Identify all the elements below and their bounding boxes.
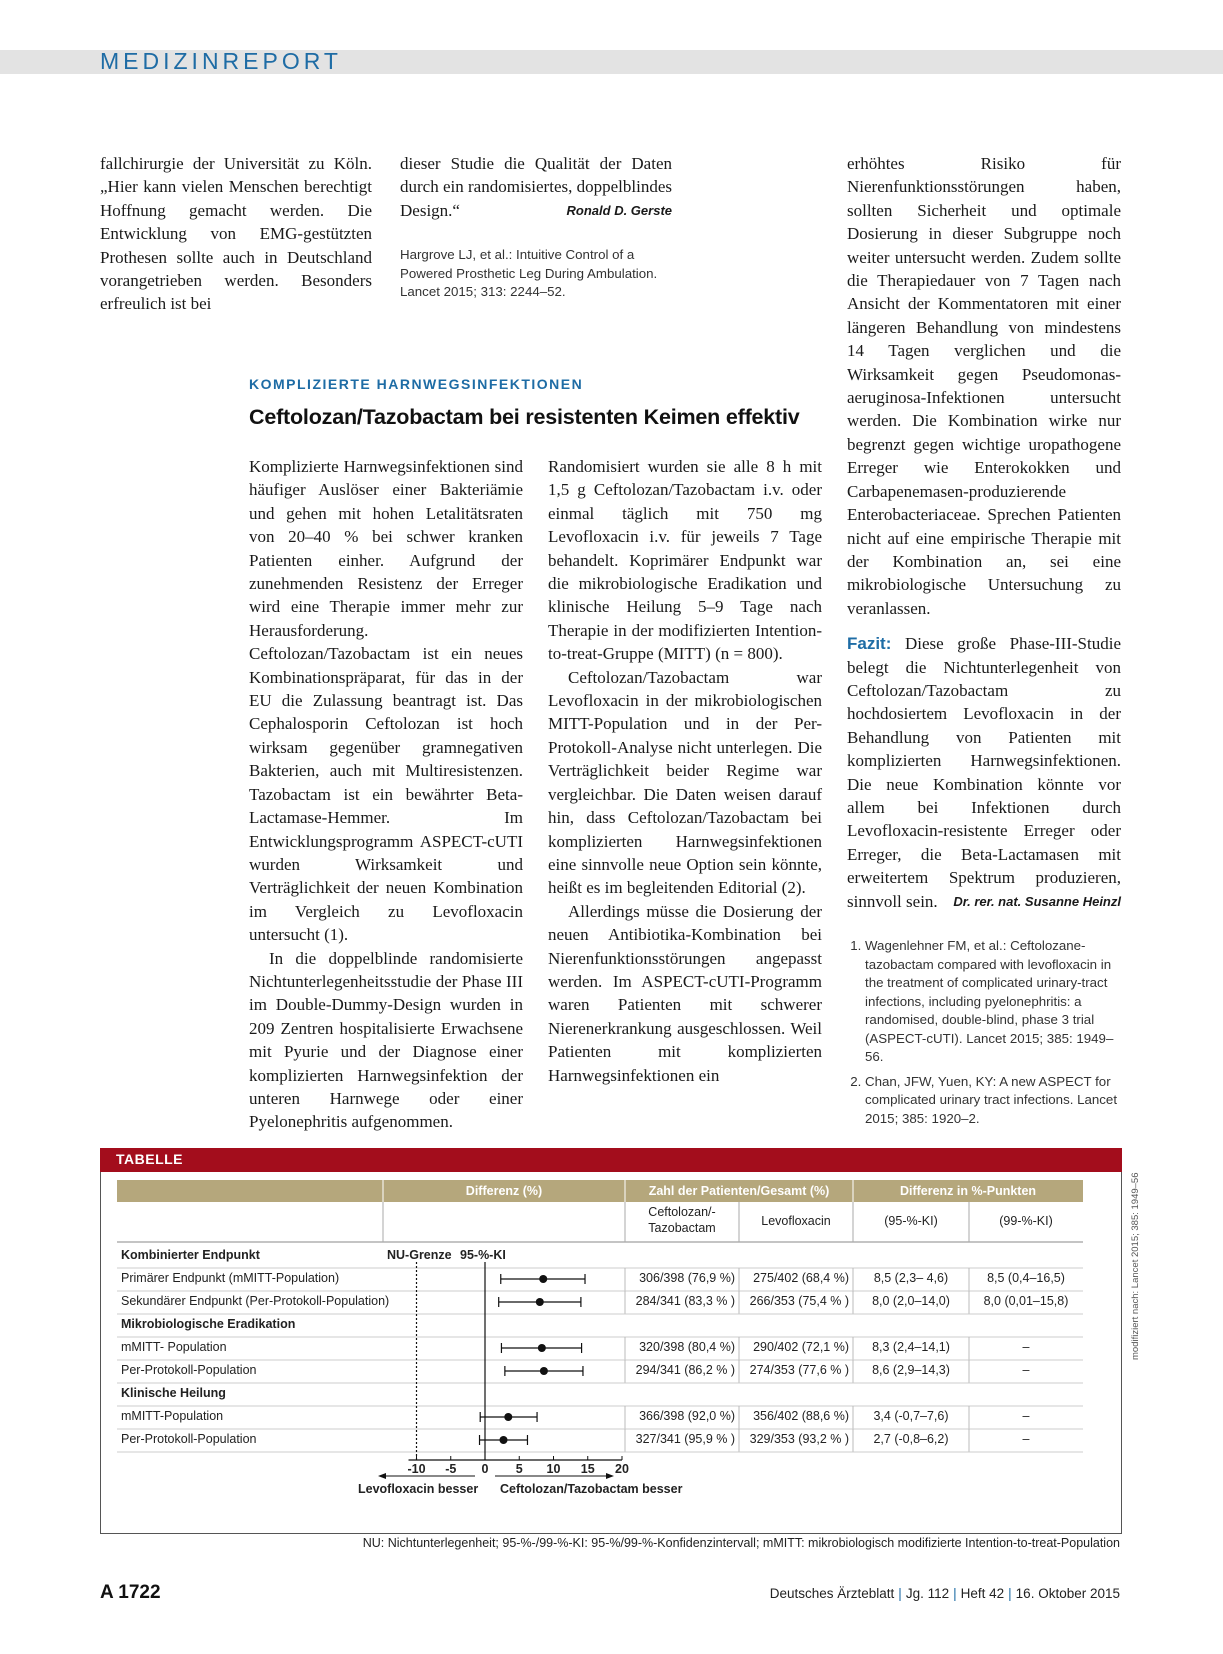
nu-label: NU-Grenze	[387, 1248, 452, 1262]
cell-ki99: –	[1022, 1409, 1030, 1423]
x-tick-label: -5	[445, 1462, 457, 1476]
header-prozentpunkte: Differenz in %-Punkten	[899, 1184, 1037, 1198]
article-paragraph: Randomisiert wurden sie alle 8 h mit 1,5 g Ceftolozan/Tazobactam i.v. oder einmal täglich mit 750 mg Levofloxacin i.v. für jeweils 7 Tage behandelt. Koprimärer Endpunkt war die mikrobiologische Eradikation und klinische Heilung 5–9 Tage nach Therapie in der modifizierten Intention-to-treat-Gruppe (MITT) (n = 800).	[548, 457, 822, 664]
header-differenz: Differenz (%)	[465, 1184, 543, 1198]
point-estimate	[504, 1413, 512, 1421]
cell-ki95: 8,6 (2,9–14,3)	[872, 1363, 950, 1377]
cell-levofloxacin: 275/402 (68,4 %)	[753, 1271, 849, 1285]
cell-ki99: 8,0 (0,01–15,8)	[983, 1294, 1069, 1308]
source-note: modifiziert nach: Lancet 2015; 385: 1949–56	[1130, 1172, 1141, 1360]
article-paragraph: Allerdings müsse die Dosierung der neuen Antibiotika-Kombination bei Nierenfunktionsstörungen angepasst werden. Im ASPECT-cUTI-Programm waren Patienten mit schwerer Nierenerkrankung ausgeschlossen. Weil Patienten mit komplizierten Harnwegsinfektionen ein	[548, 901, 822, 1085]
row-label: Sekundärer Endpunkt (Per-Protokoll-Population)	[121, 1294, 390, 1308]
cell-levofloxacin: 274/353 (77,6 % )	[749, 1363, 849, 1377]
article-paragraph: Ceftolozan/Tazobactam war Levofloxacin in der mikrobiologischen MITT-Population und in der Per-Protokoll-Analyse nicht unterlegen. Die Verträglichkeit beider Regime war vergleichbar. Die Daten weisen darauf hin, dass Ceftolozan/Tazobactam bei komplizierten Harnwegsinfektionen eine sinnvolle neue Option sein könnte, heißt es im begleitenden Editorial (2).	[548, 667, 822, 898]
article-paragraph: In die doppelblinde randomisierte Nichtunterlegenheitsstudie der Phase III im Double-Dummy-Design wurden in 209 Zentren hospitalisierte Erwachsene mit Pyurie und der Diagnose einer komplizierten Harnwegsinfektion der unteren Harnwege oder einer Pyelonephritis aufgenommen.	[249, 948, 523, 1132]
table-title: TABELLE	[116, 1151, 184, 1167]
x-tick-label: 20	[615, 1462, 629, 1476]
journal-issue: Heft 42	[960, 1586, 1005, 1601]
axis-label-left: Levofloxacin besser	[358, 1482, 479, 1496]
x-tick-label: 5	[515, 1462, 523, 1476]
x-tick-label: -10	[407, 1462, 426, 1476]
row-label: mMITT-Population	[121, 1409, 224, 1423]
subheader-ki95: (95-%-KI)	[884, 1214, 938, 1228]
journal-date: 16. Oktober 2015	[1015, 1586, 1120, 1601]
fazit-label: Fazit:	[847, 634, 892, 654]
point-estimate	[540, 1367, 548, 1375]
group-label: Klinische Heilung	[121, 1386, 226, 1400]
cell-ki99: –	[1022, 1340, 1030, 1354]
group-label: Kombinierter Endpunkt	[121, 1248, 260, 1262]
article-paragraph: Komplizierte Harnwegsinfektionen sind häufiger Auslöser einer Bakteriämie und gehen mit hohen Letalitätsraten von 20–40 % bei schwer kranken Patienten einher. Aufgrund der zunehmenden Resistenz der Erreger wird eine Therapie immer mehr zur Herausforderung. Ceftolozan/Tazobactam ist ein neues Kombinationspräparat, für das in der EU die Zulassung beantragt ist. Das Cephalosporin Ceftolozan ist hoch wirksam gegenüber gramnegativen Bakterien, auch mit Multiresistenzen. Tazobactam ist ein bewährter Beta-Lactamase-Hemmer. Im Entwicklungsprogramm ASPECT-cUTI wurden Wirksamkeit und Verträglichkeit der neuen Kombination im Vergleich zu Levofloxacin untersucht (1).	[249, 457, 523, 945]
cell-levofloxacin: 356/402 (88,6 %)	[753, 1409, 849, 1423]
prev-article-text-2: dieser Studie die Qualität der Daten durch ein randomisiertes, doppelblindes Design.“	[400, 154, 672, 220]
ci-label: 95-%-KI	[460, 1248, 506, 1262]
cell-ki95: 2,7 (-0,8–6,2)	[873, 1432, 949, 1446]
page-number: A 1722	[100, 1582, 161, 1603]
journal-footer: Deutsches Ärzteblatt | Jg. 112 | Heft 42 | 16. Oktober 2015	[769, 1586, 1120, 1601]
cell-ceftolozan: 320/398 (80,4 %)	[639, 1340, 735, 1354]
row-label: Primärer Endpunkt (mMITT-Population)	[121, 1271, 340, 1285]
cell-ki95: 8,5 (2,3– 4,6)	[873, 1271, 949, 1285]
article-headline: Ceftolozan/Tazobactam bei resistenten Keimen effektiv	[249, 405, 800, 429]
subheader-ki99: (99-%-KI)	[999, 1214, 1053, 1228]
row-label: mMITT- Population	[121, 1340, 227, 1354]
point-estimate	[536, 1298, 544, 1306]
table-footnote: NU: Nichtunterlegenheit; 95-%-/99-%-KI: 95-%/99-%-Konfidenzintervall; mMITT: mikrobiologisch modifizierte Intention-to-treat-Population	[362, 1536, 1120, 1550]
journal-name: Deutsches Ärzteblatt	[769, 1586, 895, 1601]
article-paragraph: erhöhtes Risiko für Nierenfunktionsstörungen haben, sollten Sicherheit und optimale Dosierung in dieser Subgruppe noch weiter untersucht werden. Zudem sollte die Therapiedauer von 7 Tagen nach Ansicht der Kommentatoren mit einer längeren Behandlung von mindestens 14 Tagen verglichen und die Wirksamkeit gegen Pseudomonas-aeruginosa-Infektionen untersucht werden. Die Kombination wirke nur begrenzt gegen wichtige uropathogene Erreger wie Enterokokken und Carbapenemasen-produzierende Enterobacteriaceae. Sprechen Patienten nicht auf eine empirische Therapie mit der Kombination an, sei eine mikrobiologische Untersuchung zu veranlassen.	[847, 154, 1121, 618]
cell-ki99: 8,5 (0,4–16,5)	[987, 1271, 1065, 1285]
group-label: Mikrobiologische Eradikation	[121, 1317, 296, 1331]
cell-ki95: 3,4 (-0,7–7,6)	[873, 1409, 949, 1423]
x-tick-label: 0	[481, 1462, 489, 1476]
arrow-left	[378, 1473, 386, 1479]
cell-ki95: 8,3 (2,4–14,1)	[872, 1340, 950, 1354]
cell-ki99: –	[1022, 1363, 1030, 1377]
point-estimate	[499, 1436, 507, 1444]
prev-article-reference: Hargrove LJ, et al.: Intuitive Control of a Powered Prosthetic Leg During Ambulation. Lancet 2015; 313: 2244–52.	[400, 247, 658, 300]
reference-item: 1. Wagenlehner FM, et al.: Ceftolozane-tazobactam compared with levofloxacin in the treatment of complicated urinary-tract infections, including pyelonephritis: a randomised, double-blind, phase 3 trial (ASPECT-cUTI). Lancet 2015; 385: 1949–56.	[865, 937, 1121, 1067]
header-patienten: Zahl der Patienten/Gesamt (%)	[648, 1184, 830, 1198]
reference-item: 2. Chan, JFW, Yuen, KY: A new ASPECT for complicated urinary tract infections. Lancet 2015; 385: 1920–2.	[865, 1073, 1121, 1129]
cell-ki95: 8,0 (2,0–14,0)	[872, 1294, 950, 1308]
article-kicker: KOMPLIZIERTE HARNWEGSINFEKTIONEN	[249, 376, 584, 392]
prev-article-text-1: fallchirurgie der Universität zu Köln. „Hier kann vielen Menschen berechtigt Hoffnung gemacht werden. Die Entwicklung von EMG-gestützten Prothesen sollte auch in Deutschland vorangetrieben werden. Besonders erfreulich ist bei	[100, 154, 372, 314]
cell-ceftolozan: 366/398 (92,0 %)	[639, 1409, 735, 1423]
x-tick-label: 10	[546, 1462, 561, 1476]
article-author: Dr. rer. nat. Susanne Heinzl	[953, 893, 1121, 909]
row-label: Per-Protokoll-Population	[121, 1432, 257, 1446]
cell-ceftolozan: 306/398 (76,9 %)	[639, 1271, 735, 1285]
cell-ki99: –	[1022, 1432, 1030, 1446]
cell-levofloxacin: 266/353 (75,4 % )	[749, 1294, 849, 1308]
journal-volume: Jg. 112	[905, 1586, 950, 1601]
x-tick-label: 15	[580, 1462, 595, 1476]
cell-ceftolozan: 284/341 (83,3 % )	[635, 1294, 735, 1308]
cell-levofloxacin: 290/402 (72,1 %)	[753, 1340, 849, 1354]
cell-ceftolozan: 294/341 (86,2 % )	[635, 1363, 735, 1377]
axis-label-right: Ceftolozan/Tazobactam besser	[500, 1482, 683, 1496]
cell-ceftolozan: 327/341 (95,9 % )	[635, 1432, 735, 1446]
subheader-ceftolozan: Ceftolozan/- Tazobactam	[648, 1205, 716, 1235]
fazit-text: Diese große Phase-III-Studie belegt die Nichtunterlegenheit von Ceftolozan/Tazobactam zu hochdosiertem Levofloxacin in der Behandlung von Patienten mit komplizierten Harnwegsinfektionen. Die neue Kombination könnte vor allem bei Infektionen durch Levofloxacin-resistente Erreger oder Erreger, die Beta-Lactamasen mit erweitertem Spektrum produzieren, sinnvoll sein.	[847, 634, 1121, 911]
prev-article-author: Ronald D. Gerste	[566, 202, 672, 218]
subheader-levofloxacin: Levofloxacin	[761, 1214, 831, 1228]
point-estimate	[538, 1344, 546, 1352]
section-title: MEDIZINREPORT	[100, 48, 342, 74]
row-label: Per-Protokoll-Population	[121, 1363, 257, 1377]
point-estimate	[539, 1275, 547, 1283]
cell-levofloxacin: 329/353 (93,2 % )	[749, 1432, 849, 1446]
